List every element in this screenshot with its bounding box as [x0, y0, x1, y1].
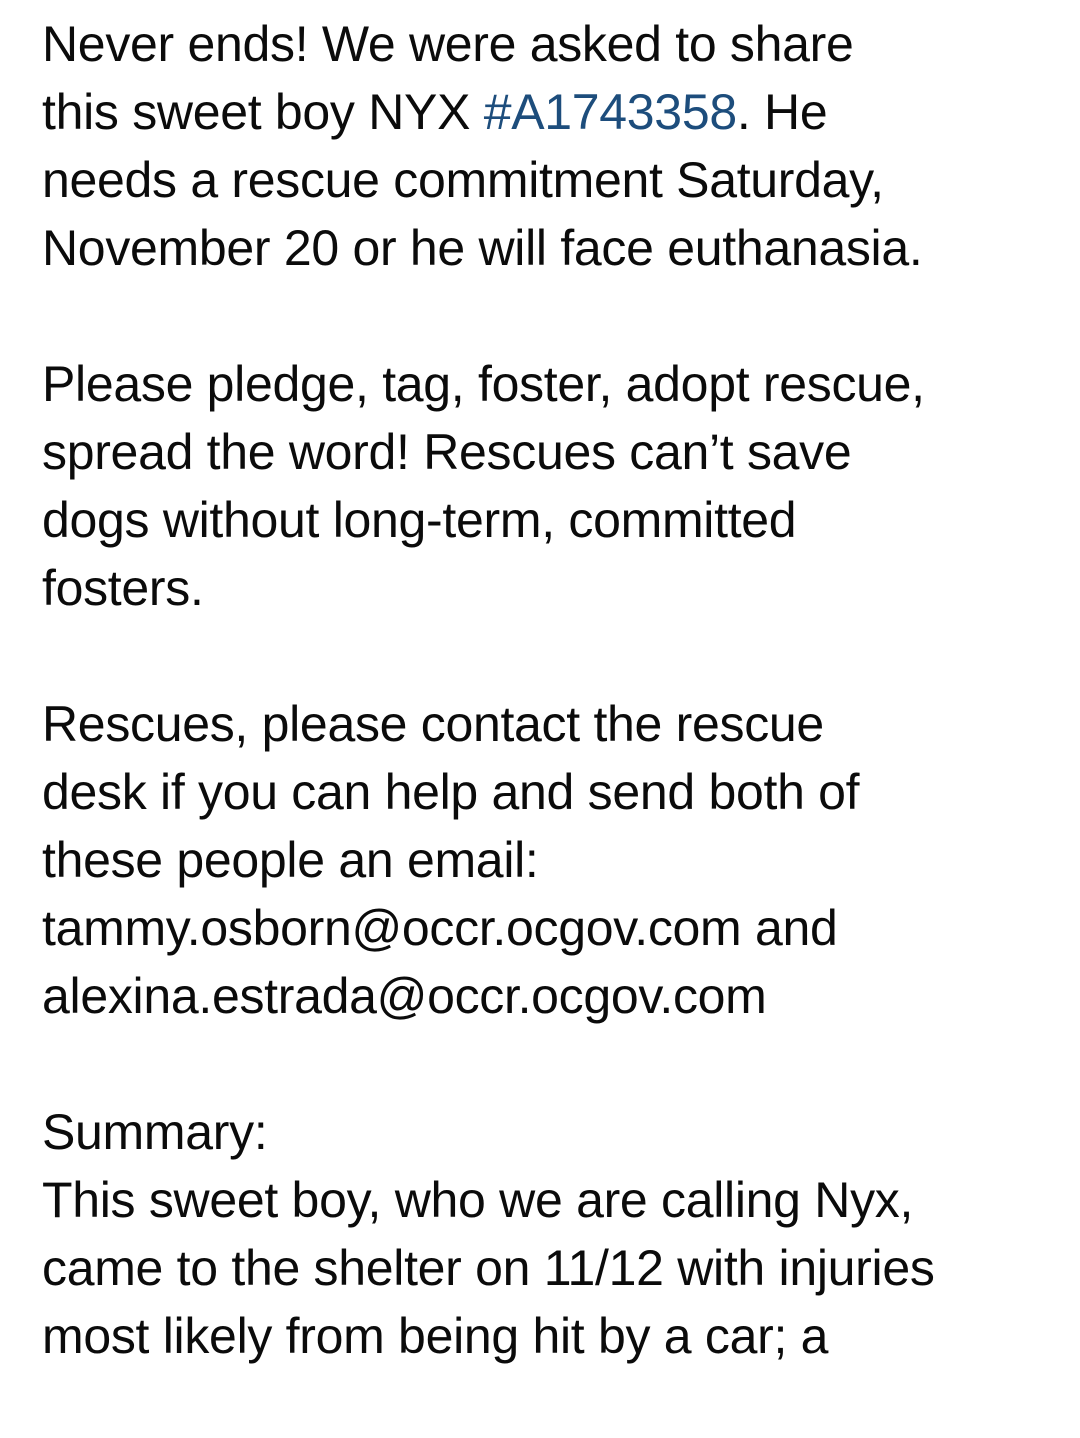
caption-line: these people an email: [42, 832, 539, 888]
caption-line: needs a rescue commitment Saturday, [42, 152, 884, 208]
caption-line: November 20 or he will face euthanasia. [42, 220, 923, 276]
caption-line: fosters. [42, 560, 204, 616]
caption-line: came to the shelter on 11/12 with injuries [42, 1240, 935, 1296]
caption-text: and [741, 900, 838, 956]
caption-line [42, 78, 1062, 146]
caption-line: desk if you can help and send both of [42, 764, 860, 820]
caption-line: This sweet boy, who we are calling Nyx, [42, 1172, 914, 1228]
email-link-tammy[interactable]: tammy.osborn@occr.ocgov.com [42, 900, 742, 956]
caption-line: Please pledge, tag, foster, adopt rescue, [42, 356, 925, 412]
paragraph-call-to-action [42, 350, 1062, 622]
paragraph-contact [42, 690, 1062, 1030]
caption-text: . He [736, 84, 828, 140]
summary-heading: Summary: [42, 1104, 268, 1160]
caption-line [42, 894, 1062, 962]
caption-line: spread the word! Rescues can’t save [42, 424, 852, 480]
hashtag-link[interactable]: #A1743358 [483, 84, 737, 140]
caption-line [42, 962, 1062, 1030]
caption-line: Never ends! We were asked to share [42, 16, 854, 72]
paragraph-summary [42, 1098, 1062, 1370]
email-link-alexina[interactable]: alexina.estrada@occr.ocgov.com [42, 968, 767, 1024]
caption-line: dogs without long-term, committed [42, 492, 797, 548]
paragraph-intro [42, 10, 1062, 282]
caption-line: most likely from being hit by a car; a [42, 1308, 829, 1364]
caption-line: Rescues, please contact the rescue [42, 696, 824, 752]
caption-text: this sweet boy NYX [42, 84, 484, 140]
post-caption [42, 10, 1062, 1438]
